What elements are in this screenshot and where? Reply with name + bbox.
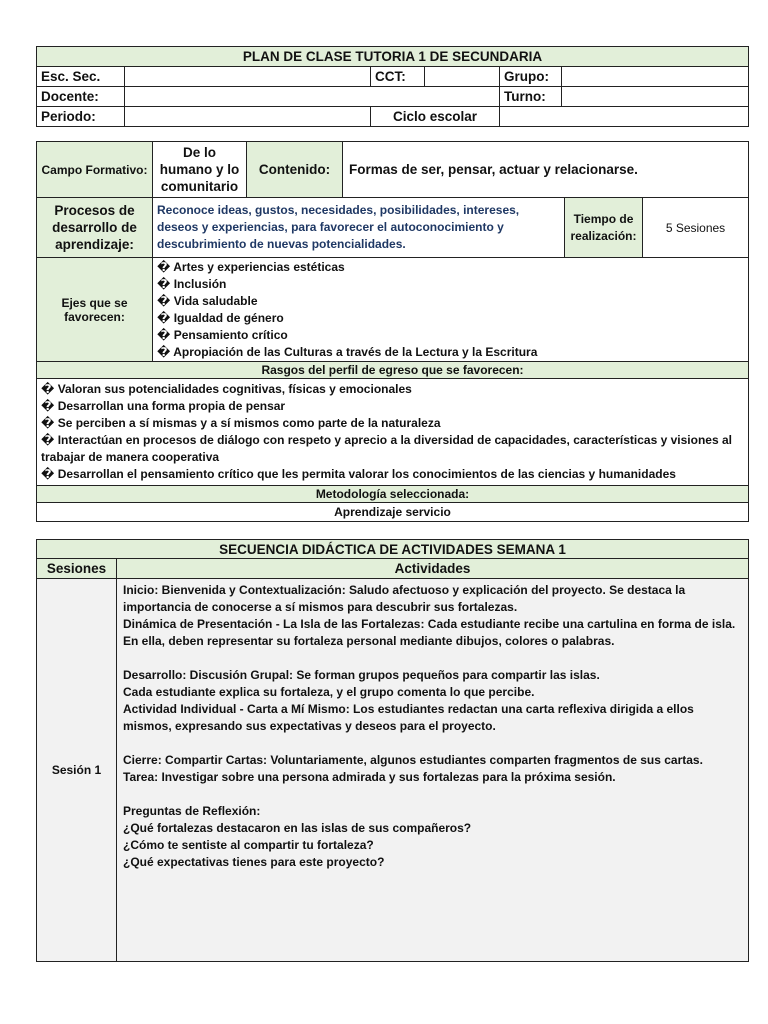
activity-line: Inicio: Bienvenida y Contextualización: Saludo afectuoso y explicación del proyecto. Se destaca la importancia de conocerse a sí mismos para descubrir sus fortalezas. xyxy=(123,583,686,614)
rasgos-item: � Desarrollan el pensamiento crítico que les permita valorar los conocimientos de las ciencias y humanidades xyxy=(41,467,676,481)
ejes-item: � Inclusión xyxy=(157,276,227,291)
turno-value[interactable] xyxy=(562,87,749,107)
activity-line xyxy=(123,786,742,803)
rasgos-item: � Desarrollan una forma propia de pensar xyxy=(41,399,286,413)
cct-value[interactable] xyxy=(425,67,500,87)
tiempo-value: 5 Sesiones xyxy=(643,198,749,258)
ejes-item: � Igualdad de género xyxy=(157,310,284,325)
rasgos-label: Rasgos del perfil de egreso que se favorecen: xyxy=(37,362,749,379)
metodologia-value: Aprendizaje servicio xyxy=(37,503,749,522)
campo-label: Campo Formativo: xyxy=(37,142,153,198)
metodologia-label: Metodología seleccionada: xyxy=(37,486,749,503)
col-sesiones: Sesiones xyxy=(37,559,117,579)
activity-line: Tarea: Investigar sobre una persona admirada y sus fortalezas para la próxima sesión. xyxy=(123,770,616,784)
session-label: Sesión 1 xyxy=(37,579,117,962)
tiempo-label: Tiempo de realización: xyxy=(565,198,643,258)
esc-value[interactable] xyxy=(125,67,371,87)
rasgos-list xyxy=(37,379,749,486)
ejes-item: � Pensamiento crítico xyxy=(157,327,288,342)
activity-line: Desarrollo: Discusión Grupal: Se forman grupos pequeños para compartir las islas. xyxy=(123,668,600,682)
activity-line xyxy=(123,650,742,667)
activity-line: Cada estudiante explica su fortaleza, y el grupo comenta lo que percibe. xyxy=(123,685,535,699)
rasgos-item: � Valoran sus potencialidades cognitivas, físicas y emocionales xyxy=(41,382,412,396)
activity-line: ¿Qué expectativas tienes para este proyecto? xyxy=(123,855,385,869)
cct-label: CCT: xyxy=(371,67,425,87)
activity-line: ¿Qué fortalezas destacaron en las islas de sus compañeros? xyxy=(123,821,472,835)
ciclo-label: Ciclo escolar xyxy=(371,107,500,127)
activity-line xyxy=(123,735,742,752)
contenido-label: Contenido: xyxy=(247,142,343,198)
plan-table xyxy=(36,141,749,522)
grupo-value[interactable] xyxy=(562,67,749,87)
rasgos-item: � Se perciben a sí mismas y a sí mismos como parte de la naturaleza xyxy=(41,416,441,430)
procesos-label: Procesos de desarrollo de aprendizaje: xyxy=(37,198,153,258)
procesos-value: Reconoce ideas, gustos, necesidades, posibilidades, intereses, deseos y experiencias, para favorecer el autoconocimiento y descubrimiento de nuevas potencialidades. xyxy=(153,198,565,258)
campo-value: De lo humano y lo comunitario xyxy=(153,142,247,198)
activity-line: ¿Cómo te sentiste al compartir tu fortaleza? xyxy=(123,838,374,852)
periodo-label: Periodo: xyxy=(37,107,125,127)
activity-line: Preguntas de Reflexión: xyxy=(123,804,261,818)
periodo-value[interactable] xyxy=(125,107,371,127)
grupo-label: Grupo: xyxy=(500,67,562,87)
ejes-item: � Artes y experiencias estéticas xyxy=(157,259,345,274)
turno-label: Turno: xyxy=(500,87,562,107)
docente-value[interactable] xyxy=(125,87,500,107)
ciclo-value[interactable] xyxy=(500,107,749,127)
activity-line: Actividad Individual - Carta a Mí Mismo: Los estudiantes redactan una carta reflexiva dirigida a ellos mismos, expresando sus expectativas y deseos para el proyecto. xyxy=(123,702,694,733)
contenido-value: Formas de ser, pensar, actuar y relacionarse. xyxy=(343,142,749,198)
ejes-label: Ejes que se favorecen: xyxy=(37,258,153,362)
activity-line: Cierre: Compartir Cartas: Voluntariamente, algunos estudiantes comparten fragmentos de sus cartas. xyxy=(123,753,703,767)
activity-line: Dinámica de Presentación - La Isla de las Fortalezas: Cada estudiante recibe una cartulina en forma de isla. En ella, deben representar su fortaleza personal mediante dibujos, colores o palabras. xyxy=(123,617,736,648)
plan-title: PLAN DE CLASE TUTORIA 1 DE SECUNDARIA xyxy=(37,47,749,67)
docente-label: Docente: xyxy=(37,87,125,107)
col-actividades: Actividades xyxy=(117,559,749,579)
ejes-item: � Apropiación de las Culturas a través de la Lectura y la Escritura xyxy=(157,344,538,359)
esc-label: Esc. Sec. xyxy=(37,67,125,87)
secuencia-title: SECUENCIA DIDÁCTICA DE ACTIVIDADES SEMANA 1 xyxy=(37,540,749,559)
secuencia-table xyxy=(36,539,749,962)
session-activities xyxy=(117,579,749,962)
ejes-list xyxy=(153,258,749,362)
ejes-item: � Vida saludable xyxy=(157,293,258,308)
rasgos-item: � Interactúan en procesos de diálogo con respeto y aprecio a la diversidad de capacidades, características y visiones al trabajar de manera cooperativa xyxy=(41,433,732,464)
header-table xyxy=(36,46,749,127)
